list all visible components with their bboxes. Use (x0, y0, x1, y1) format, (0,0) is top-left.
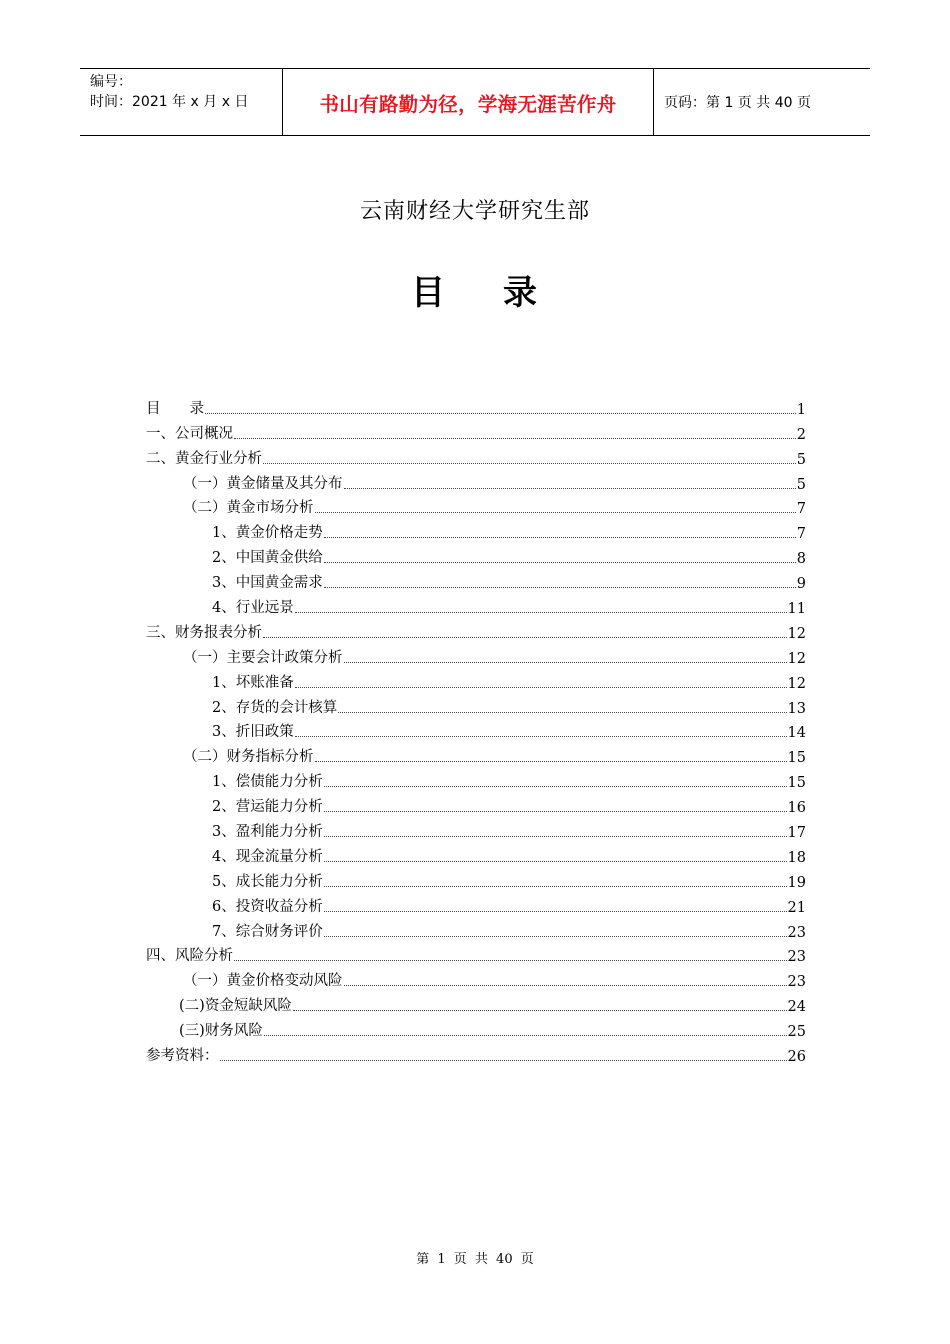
toc-entry-page: 23 (787, 949, 806, 966)
toc-entry-label: 二、黄金行业分析 (146, 450, 262, 467)
toc-entry-label: 5、成长能力分析 (212, 873, 323, 890)
toc-entry[interactable] (146, 941, 806, 966)
toc-entry-label: 7、综合财务评价 (212, 923, 323, 940)
toc-entry-page: 5 (796, 476, 806, 493)
toc-leader-dots (264, 1035, 787, 1036)
toc-leader-dots (315, 512, 796, 513)
toc-entry[interactable] (146, 393, 806, 418)
toc-leader-dots (324, 911, 787, 912)
toc-leader-dots (205, 413, 796, 414)
toc-entry-label: (二)资金短缺风险 (179, 998, 292, 1015)
toc-entry-page: 23 (787, 924, 806, 941)
table-of-contents (146, 393, 806, 1065)
toc-entry[interactable] (146, 493, 806, 518)
toc-leader-dots (324, 861, 787, 862)
toc-entry-page: 16 (787, 800, 806, 817)
toc-entry[interactable] (146, 642, 806, 667)
toc-leader-dots (293, 1010, 787, 1011)
toc-leader-dots (220, 1060, 787, 1061)
toc-entry-label: （一）黄金储量及其分布 (183, 475, 343, 492)
toc-entry[interactable] (146, 667, 806, 692)
toc-entry-label: 2、中国黄金供给 (212, 550, 323, 567)
toc-entry-label: 3、中国黄金需求 (212, 575, 323, 592)
toc-entry-label: （一）黄金价格变动风险 (183, 973, 343, 990)
header-motto: 书山有路勤为径，学海无涯苦作舟 (319, 93, 617, 116)
header-page-info: 页码：第 1 页 共 40 页 (664, 95, 811, 111)
toc-entry[interactable] (146, 692, 806, 717)
toc-entry-label: 四、风险分析 (146, 948, 233, 965)
toc-leader-dots (263, 463, 796, 464)
toc-entry[interactable] (146, 592, 806, 617)
time-label: 时间：2021 年 x 月 x 日 (90, 94, 249, 110)
toc-entry-label: 2、营运能力分析 (212, 799, 323, 816)
toc-leader-dots (234, 438, 796, 439)
toc-leader-dots (344, 985, 787, 986)
toc-entry[interactable] (146, 741, 806, 766)
toc-leader-dots (324, 886, 787, 887)
toc-entry-label: 1、偿债能力分析 (212, 774, 323, 791)
toc-entry-page: 13 (787, 700, 806, 717)
toc-entry-page: 12 (787, 675, 806, 692)
toc-entry-label: 1、坏账准备 (212, 674, 294, 691)
toc-entry-label: 三、财务报表分析 (146, 624, 262, 641)
toc-entry-label: 3、折旧政策 (212, 724, 294, 741)
header-motto-cell (282, 69, 654, 135)
school-name: 云南财经大学研究生部 (359, 199, 590, 224)
toc-entry-label: （二）黄金市场分析 (183, 500, 314, 517)
toc-leader-dots (324, 836, 787, 837)
toc-entry-page: 21 (787, 899, 806, 916)
toc-entry[interactable] (146, 965, 806, 990)
toc-entry-page: 12 (787, 625, 806, 642)
toc-entry[interactable] (146, 766, 806, 791)
toc-entry-page: 2 (796, 426, 806, 443)
toc-leader-dots (234, 960, 787, 961)
toc-entry-page: 9 (796, 576, 806, 593)
toc-entry-page: 1 (796, 401, 806, 418)
toc-leader-dots (295, 687, 787, 688)
page-title-char-1: 目 (411, 273, 447, 313)
page-footer: 第 1 页 共 40 页 (416, 1252, 534, 1267)
toc-entry[interactable] (146, 816, 806, 841)
toc-entry-page: 17 (787, 825, 806, 842)
toc-entry-page: 5 (796, 451, 806, 468)
toc-entry[interactable] (146, 990, 806, 1015)
toc-entry[interactable] (146, 717, 806, 742)
toc-leader-dots (344, 662, 787, 663)
toc-entry[interactable] (146, 916, 806, 941)
toc-leader-dots (324, 936, 787, 937)
toc-entry-page: 14 (787, 725, 806, 742)
toc-entry-label: 参考资料： (146, 1048, 219, 1065)
toc-entry-label: 1、黄金价格走势 (212, 525, 323, 542)
toc-entry-page: 25 (787, 1024, 806, 1041)
toc-entry[interactable] (146, 891, 806, 916)
toc-entry-page: 7 (796, 501, 806, 518)
header-meta (80, 69, 282, 135)
toc-entry[interactable] (146, 517, 806, 542)
toc-entry-label: (三)财务风险 (179, 1023, 263, 1040)
toc-entry[interactable] (146, 791, 806, 816)
header-page-info-cell (654, 69, 870, 135)
toc-entry-label: （一）主要会计政策分析 (183, 649, 343, 666)
toc-leader-dots (263, 637, 787, 638)
toc-entry-page: 26 (787, 1049, 806, 1066)
toc-entry-page: 7 (796, 526, 806, 543)
toc-entry-label: 4、行业远景 (212, 600, 294, 617)
toc-leader-dots (315, 761, 787, 762)
toc-entry-page: 18 (787, 849, 806, 866)
toc-entry-page: 11 (787, 601, 806, 618)
toc-entry[interactable] (146, 443, 806, 468)
toc-entry-page: 19 (787, 874, 806, 891)
page-title (0, 265, 950, 314)
toc-entry-page: 8 (796, 551, 806, 568)
toc-entry[interactable] (146, 617, 806, 642)
toc-entry-page: 24 (787, 999, 806, 1016)
toc-leader-dots (324, 537, 796, 538)
toc-entry-label: 3、盈利能力分析 (212, 824, 323, 841)
page-title-char-2: 录 (503, 273, 539, 313)
toc-leader-dots (295, 612, 787, 613)
toc-entry[interactable] (146, 418, 806, 443)
toc-entry-label: 4、现金流量分析 (212, 848, 323, 865)
toc-entry[interactable] (146, 1040, 806, 1065)
toc-entry-label: 目 录 (146, 400, 204, 417)
toc-leader-dots (324, 811, 787, 812)
toc-entry[interactable] (146, 567, 806, 592)
toc-entry-page: 23 (787, 974, 806, 991)
toc-entry-page: 12 (787, 650, 806, 667)
toc-entry[interactable] (146, 841, 806, 866)
toc-leader-dots (338, 712, 786, 713)
toc-entry[interactable] (146, 866, 806, 891)
toc-leader-dots (344, 488, 796, 489)
toc-entry-label: （二）财务指标分析 (183, 749, 314, 766)
toc-entry-label: 2、存货的会计核算 (212, 699, 338, 716)
toc-leader-dots (295, 736, 787, 737)
toc-entry-page: 15 (787, 750, 806, 767)
toc-leader-dots (324, 587, 796, 588)
toc-leader-dots (324, 562, 796, 563)
toc-entry-page: 15 (787, 775, 806, 792)
toc-entry-label: 6、投资收益分析 (212, 898, 323, 915)
toc-entry[interactable] (146, 1015, 806, 1040)
toc-leader-dots (324, 786, 787, 787)
toc-entry[interactable] (146, 542, 806, 567)
toc-entry[interactable] (146, 468, 806, 493)
page-header (80, 68, 870, 136)
toc-entry-label: 一、公司概况 (146, 425, 233, 442)
serial-label: 编号： (90, 74, 132, 90)
